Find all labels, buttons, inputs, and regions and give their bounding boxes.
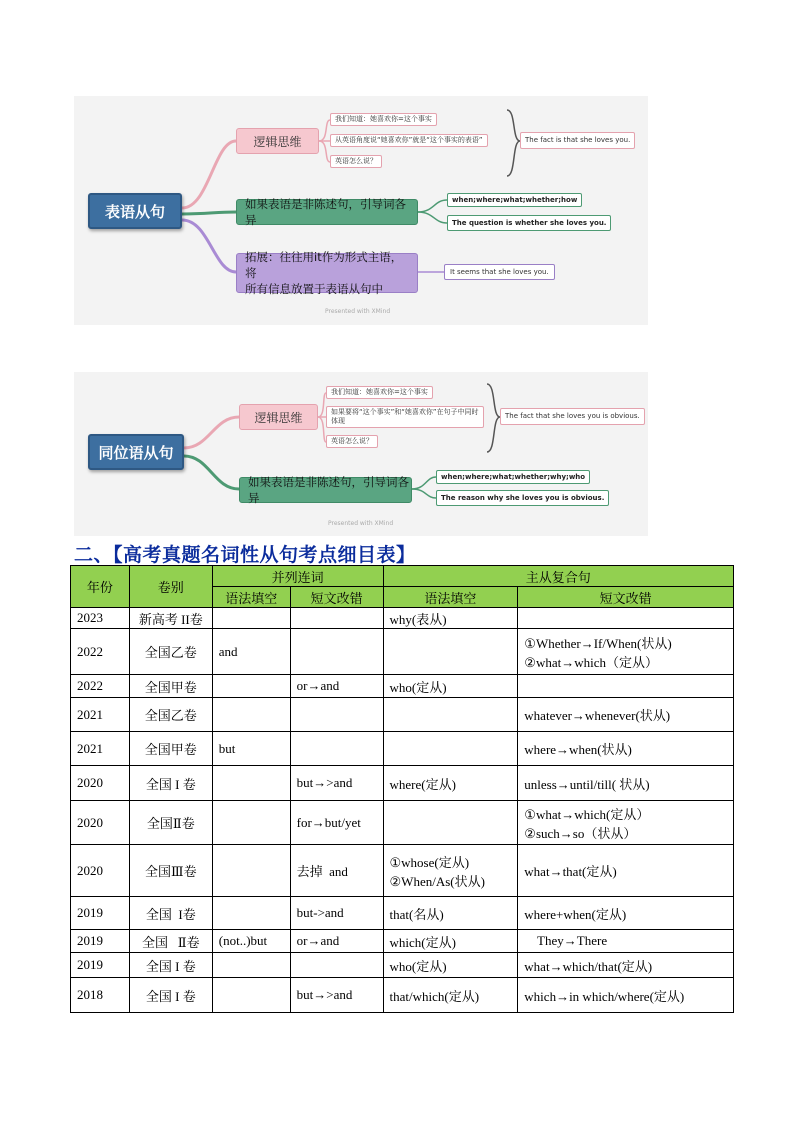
row-paper-text: 全国 I 卷 bbox=[145, 958, 196, 974]
row-complex-correction-text: what→which/that(定从) bbox=[524, 958, 653, 974]
root-node: 表语从句 bbox=[88, 193, 182, 229]
row-paper-text: 全国 Ⅱ卷 bbox=[142, 934, 200, 950]
branch-wh: 如果表语是非陈述句，引导词各异 bbox=[239, 477, 412, 503]
row-complex-correction bbox=[518, 845, 734, 897]
row-paper-text: 全国 I 卷 bbox=[145, 776, 196, 792]
mindmap-appositive-clause bbox=[74, 372, 648, 536]
section-heading: 二、【高考真题名词性从句考点细目表】 bbox=[74, 544, 416, 566]
logic-leaf-1: 我们知道：她喜欢你=这个事实 bbox=[330, 113, 437, 126]
row-coord-fill bbox=[212, 698, 290, 732]
row-coord-fill bbox=[212, 766, 290, 801]
row-complex-fill-text: ①whose(定从) bbox=[389, 854, 470, 870]
row-complex-correction bbox=[518, 953, 734, 978]
row-year-text: 2022 bbox=[77, 678, 103, 693]
row-coord-fill-text: (not..)but bbox=[218, 933, 268, 948]
row-complex-correction-text: which→in which/where(定从) bbox=[524, 988, 685, 1004]
row-paper-text: 全国Ⅲ卷 bbox=[145, 864, 197, 879]
row-complex-fill bbox=[383, 953, 518, 978]
row-paper bbox=[129, 675, 212, 698]
row-paper bbox=[129, 978, 212, 1013]
mindmap-predicative-clause bbox=[74, 96, 648, 325]
table-row bbox=[71, 978, 734, 1013]
header-coordinating-conjunction: 并列连词 bbox=[212, 566, 383, 587]
row-paper-text: 全国 I卷 bbox=[145, 906, 196, 922]
row-coord-correction bbox=[290, 930, 383, 953]
row-paper bbox=[129, 608, 212, 629]
row-complex-fill bbox=[383, 897, 518, 930]
row-complex-fill-text: who(定从) bbox=[389, 958, 447, 974]
logic-result: The fact that she loves you is obvious. bbox=[500, 408, 645, 425]
logic-leaf-2: 如果要将“这个事实”和“她喜欢你”在句子中同时体现 bbox=[326, 406, 484, 428]
row-paper-text: 全国Ⅱ卷 bbox=[146, 816, 195, 831]
row-coord-fill bbox=[212, 608, 290, 629]
table-row bbox=[71, 675, 734, 698]
row-complex-correction-text-line2: ②what→which（定从） bbox=[524, 654, 658, 670]
row-coord-correction-text: but→>and bbox=[296, 775, 353, 790]
row-year-text: 2018 bbox=[77, 987, 103, 1002]
header-error-correction-1: 短文改错 bbox=[290, 587, 383, 608]
row-coord-correction-text: for→but/yet bbox=[296, 814, 361, 830]
row-year-text: 2021 bbox=[77, 706, 103, 722]
row-complex-fill-text: which(定从) bbox=[389, 934, 456, 950]
row-coord-fill-text: but bbox=[218, 740, 236, 756]
logic-leaf-2: 从英语角度说“她喜欢你”就是“这个事实的表语” bbox=[330, 134, 488, 147]
exam-point-table bbox=[70, 565, 734, 1013]
row-coord-correction bbox=[290, 978, 383, 1013]
xmind-credit: Presented with XMind bbox=[325, 308, 391, 315]
table-row bbox=[71, 845, 734, 897]
row-complex-fill bbox=[383, 608, 518, 629]
root-node: 同位语从句 bbox=[88, 434, 184, 470]
row-complex-correction bbox=[518, 766, 734, 801]
table-row bbox=[71, 698, 734, 732]
row-complex-correction bbox=[518, 675, 734, 698]
row-year-text: 2020 bbox=[77, 814, 103, 830]
row-coord-correction bbox=[290, 845, 383, 897]
row-year-text: 2019 bbox=[77, 905, 103, 920]
row-year-text: 2022 bbox=[77, 643, 103, 659]
row-coord-fill bbox=[212, 978, 290, 1013]
row-year bbox=[71, 978, 130, 1013]
row-year-text: 2020 bbox=[77, 775, 103, 790]
row-coord-fill bbox=[212, 801, 290, 845]
table-row bbox=[71, 930, 734, 953]
logic-result: The fact is that she loves you. bbox=[520, 132, 635, 149]
row-complex-fill bbox=[383, 801, 518, 845]
row-year-text: 2019 bbox=[77, 957, 103, 972]
row-year-text: 2019 bbox=[77, 933, 103, 948]
header-error-correction-2: 短文改错 bbox=[518, 587, 734, 608]
row-year bbox=[71, 897, 130, 930]
row-paper bbox=[129, 801, 212, 845]
header-grammar-fill-1: 语法填空 bbox=[212, 587, 290, 608]
row-year bbox=[71, 766, 130, 801]
row-complex-correction bbox=[518, 897, 734, 930]
row-paper bbox=[129, 897, 212, 930]
row-year bbox=[71, 698, 130, 732]
row-coord-fill bbox=[212, 732, 290, 766]
row-paper-text: 新高考 II卷 bbox=[138, 611, 203, 627]
row-year-text: 2021 bbox=[77, 740, 103, 756]
row-complex-correction-text: where→when(状从) bbox=[524, 742, 632, 757]
table-row bbox=[71, 608, 734, 629]
row-coord-correction-text: 去掉 and bbox=[296, 864, 348, 879]
table-row bbox=[71, 766, 734, 801]
row-paper-text: 全国乙卷 bbox=[144, 708, 197, 723]
row-complex-fill bbox=[383, 629, 518, 675]
table-row bbox=[71, 897, 734, 930]
row-complex-fill-text: where(定从) bbox=[389, 776, 456, 792]
row-complex-fill bbox=[383, 675, 518, 698]
branch-extension bbox=[236, 250, 418, 296]
row-paper bbox=[129, 629, 212, 675]
branch-wh: 如果表语是非陈述句，引导词各异 bbox=[236, 199, 418, 225]
row-year bbox=[71, 629, 130, 675]
header-grammar-fill-2: 语法填空 bbox=[383, 587, 518, 608]
header-complex-sentence: 主从复合句 bbox=[383, 566, 733, 587]
branch-extension-line1: 拓展：往往用it作为形式主语，将 bbox=[245, 250, 403, 280]
logic-leaf-3: 英语怎么说？ bbox=[330, 155, 382, 168]
logic-leaf-3: 英语怎么说？ bbox=[326, 435, 378, 448]
row-coord-fill bbox=[212, 897, 290, 930]
row-coord-correction bbox=[290, 766, 383, 801]
wh-leaf-2: The reason why she loves you is obvious. bbox=[436, 490, 609, 506]
row-coord-fill bbox=[212, 629, 290, 675]
row-complex-correction-text: where+when(定从) bbox=[524, 906, 627, 922]
row-complex-fill bbox=[383, 698, 518, 732]
wh-leaf-1: when;where;what;whether;why;who bbox=[436, 470, 590, 484]
row-complex-fill bbox=[383, 930, 518, 953]
row-paper bbox=[129, 732, 212, 766]
row-complex-correction bbox=[518, 801, 734, 845]
row-coord-correction bbox=[290, 732, 383, 766]
row-paper bbox=[129, 845, 212, 897]
logic-leaf-1: 我们知道：她喜欢你=这个事实 bbox=[326, 386, 433, 399]
row-coord-correction-text: or→and bbox=[296, 933, 340, 948]
table-row bbox=[71, 801, 734, 845]
row-coord-correction bbox=[290, 629, 383, 675]
branch-extension-line2: 所有信息放置于表语从句中 bbox=[245, 282, 383, 296]
row-paper bbox=[129, 953, 212, 978]
row-complex-fill-text: why(表从) bbox=[389, 611, 447, 627]
row-complex-correction bbox=[518, 608, 734, 629]
row-coord-correction bbox=[290, 698, 383, 732]
row-coord-correction-text: or→and bbox=[296, 678, 340, 693]
row-paper bbox=[129, 698, 212, 732]
row-year bbox=[71, 953, 130, 978]
row-paper bbox=[129, 930, 212, 953]
row-year-text: 2020 bbox=[77, 862, 103, 878]
row-year bbox=[71, 675, 130, 698]
row-complex-correction bbox=[518, 732, 734, 766]
row-complex-correction bbox=[518, 629, 734, 675]
row-complex-fill-text: who(定从) bbox=[389, 679, 447, 695]
wh-leaf-2: The question is whether she loves you. bbox=[447, 215, 611, 231]
row-complex-correction-text-line2: ②such→so（状从） bbox=[524, 825, 637, 841]
row-year bbox=[71, 930, 130, 953]
branch-logic: 逻辑思维 bbox=[239, 404, 318, 430]
row-complex-correction bbox=[518, 698, 734, 732]
header-year: 年份 bbox=[71, 566, 130, 608]
row-complex-correction-text: what→that(定从) bbox=[524, 864, 617, 879]
wh-leaf-1: when;where;what;whether;how bbox=[447, 193, 582, 207]
row-coord-fill bbox=[212, 953, 290, 978]
row-complex-fill bbox=[383, 766, 518, 801]
row-complex-correction bbox=[518, 930, 734, 953]
row-coord-fill bbox=[212, 930, 290, 953]
row-coord-correction-text: but→>and bbox=[296, 987, 353, 1002]
row-coord-correction-text: but->and bbox=[296, 905, 344, 920]
table-row bbox=[71, 953, 734, 978]
row-year bbox=[71, 845, 130, 897]
row-complex-correction-text: ①what→which(定从） bbox=[524, 806, 650, 822]
xmind-credit: Presented with XMind bbox=[328, 520, 394, 527]
header-paper: 卷别 bbox=[129, 566, 212, 608]
table-body bbox=[71, 608, 734, 1013]
row-complex-fill bbox=[383, 845, 518, 897]
row-year bbox=[71, 801, 130, 845]
row-coord-fill bbox=[212, 675, 290, 698]
row-complex-fill-text: that/which(定从) bbox=[389, 988, 480, 1004]
row-year-text: 2023 bbox=[77, 610, 103, 625]
row-complex-fill-text-line2: ②When/As(状从) bbox=[389, 873, 485, 889]
row-complex-correction-text: unless→until/till( 状从) bbox=[524, 776, 650, 792]
row-coord-fill bbox=[212, 845, 290, 897]
row-paper-text: 全国甲卷 bbox=[144, 742, 197, 757]
row-complex-fill bbox=[383, 978, 518, 1013]
row-paper-text: 全国乙卷 bbox=[144, 645, 197, 660]
row-paper-text: 全国甲卷 bbox=[144, 679, 197, 695]
row-complex-correction-text: They→There bbox=[524, 933, 608, 948]
row-complex-correction-text: ①Whether→If/When(状从) bbox=[524, 635, 672, 651]
row-paper-text: 全国 I 卷 bbox=[145, 988, 196, 1004]
ext-leaf: It seems that she loves you. bbox=[444, 264, 555, 280]
row-coord-correction bbox=[290, 801, 383, 845]
row-complex-correction-text: whatever→whenever(状从) bbox=[524, 708, 671, 723]
row-year bbox=[71, 732, 130, 766]
row-coord-fill-text: and bbox=[218, 643, 238, 659]
row-complex-fill-text: that(名从) bbox=[389, 906, 444, 922]
row-coord-correction bbox=[290, 897, 383, 930]
row-coord-correction bbox=[290, 675, 383, 698]
row-year bbox=[71, 608, 130, 629]
row-complex-correction bbox=[518, 978, 734, 1013]
row-paper bbox=[129, 766, 212, 801]
table-row bbox=[71, 629, 734, 675]
branch-logic: 逻辑思维 bbox=[236, 128, 319, 154]
row-coord-correction bbox=[290, 608, 383, 629]
row-coord-correction bbox=[290, 953, 383, 978]
table-row bbox=[71, 732, 734, 766]
row-complex-fill bbox=[383, 732, 518, 766]
